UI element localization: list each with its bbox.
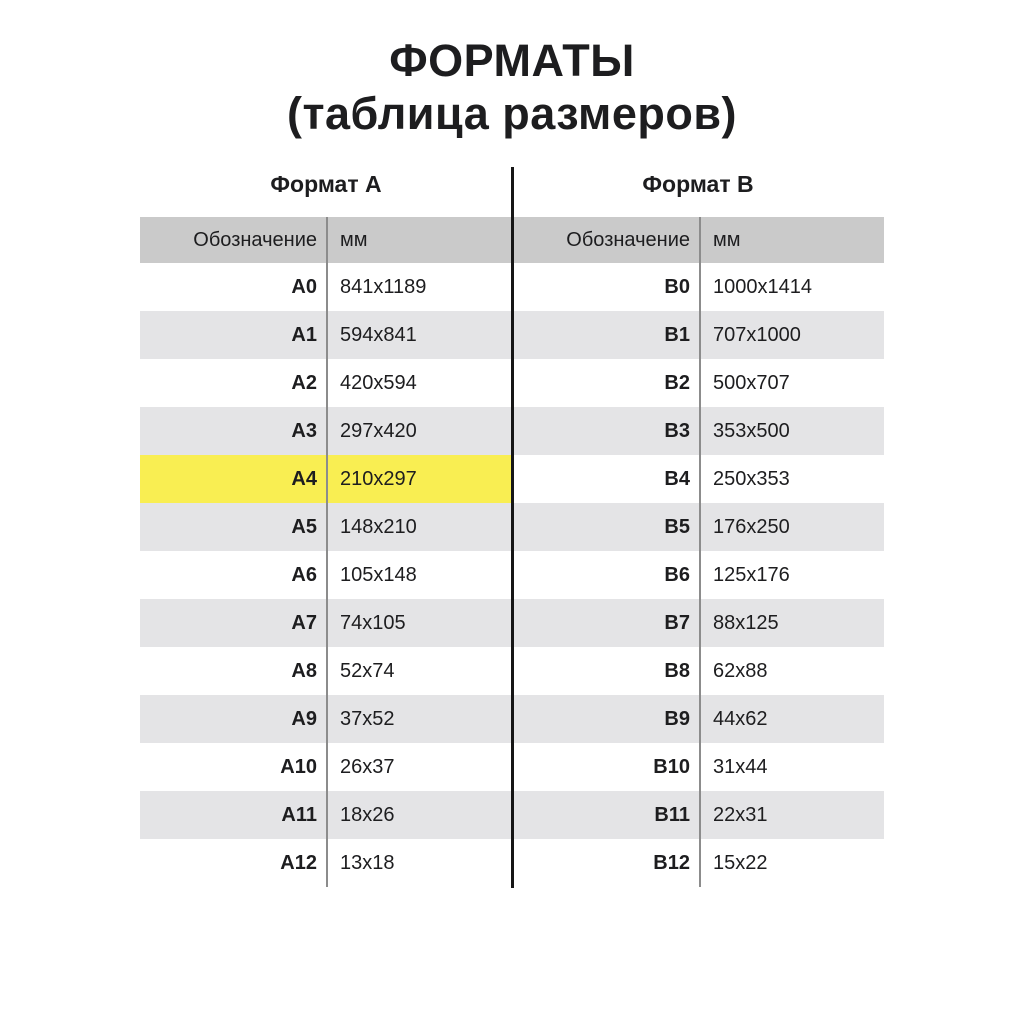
format-b-designation-cell: B0	[664, 275, 690, 298]
format-b-size-cell: 22x31	[713, 803, 768, 826]
format-b-size-cell: 125x176	[713, 563, 790, 586]
format-b-size-cell: 176x250	[713, 515, 790, 538]
format-a-designation-cell: A2	[291, 371, 317, 394]
format-a-size-cell: 594x841	[340, 323, 417, 346]
format-a-designation-cell: A7	[291, 611, 317, 634]
page-subtitle: (таблица размеров)	[287, 88, 737, 139]
format-b-size-cell: 353x500	[713, 419, 790, 442]
format-a-size-cell: 210x297	[327, 455, 512, 503]
format-a-size-cell: 13x18	[340, 851, 395, 874]
format-a-column-divider-line	[326, 217, 328, 887]
format-a-size-cell: 26x37	[340, 755, 395, 778]
format-b-designation-cell: B10	[653, 755, 690, 778]
format-a-size-cell: 420x594	[340, 371, 417, 394]
format-b-size-cell: 62x88	[713, 659, 768, 682]
format-b-designation-cell: B8	[664, 659, 690, 682]
column-header-designation-b: Обозначение	[566, 228, 690, 251]
format-a-size-cell: 105x148	[340, 563, 417, 586]
format-b-size-cell: 707x1000	[713, 323, 801, 346]
format-b-designation-cell: B6	[664, 563, 690, 586]
format-a-designation-cell: A11	[281, 803, 317, 826]
format-b-designation-cell: B11	[654, 803, 690, 826]
format-a-designation-cell: A0	[291, 275, 317, 298]
format-a-designation-cell: A8	[291, 659, 317, 682]
format-b-designation-cell: B1	[664, 323, 690, 346]
format-a-designation-cell: A6	[291, 563, 317, 586]
center-divider-line	[511, 167, 514, 888]
format-a-designation-cell: A10	[280, 755, 317, 778]
format-a-size-cell: 18x26	[340, 803, 395, 826]
column-header-mm-a: мм	[340, 228, 368, 251]
format-b-designation-cell: B3	[664, 419, 690, 442]
format-a-size-cell: 74x105	[340, 611, 406, 634]
format-b-column-divider-line	[699, 217, 701, 887]
format-a-designation-cell: A3	[291, 419, 317, 442]
format-b-size-cell: 1000x1414	[713, 275, 812, 298]
format-b-designation-cell: B7	[664, 611, 690, 634]
page-title: ФОРМАТЫ	[389, 35, 635, 86]
format-a-designation-cell: A5	[291, 515, 317, 538]
format-b-designation-cell: B9	[664, 707, 690, 730]
format-a-size-cell: 841x1189	[340, 275, 427, 298]
format-b-size-cell: 500x707	[713, 371, 790, 394]
format-a-designation-cell: A9	[291, 707, 317, 730]
format-a-designation-cell: A4	[140, 455, 327, 503]
format-a-designation-cell: A1	[291, 323, 317, 346]
column-header-mm-b: мм	[713, 228, 741, 251]
column-header-designation-a: Обозначение	[193, 228, 317, 251]
format-b-designation-cell: B4	[664, 467, 690, 490]
format-b-size-cell: 250x353	[713, 467, 790, 490]
format-a-size-cell: 37x52	[340, 707, 395, 730]
format-a-title: Формат А	[270, 171, 382, 197]
format-a-size-cell: 148x210	[340, 515, 417, 538]
format-b-size-cell: 44x62	[713, 707, 768, 730]
page-title-block	[0, 34, 1024, 140]
format-b-size-cell: 15x22	[713, 851, 768, 874]
format-a-designation-cell: A12	[280, 851, 317, 874]
format-b-size-cell: 88x125	[713, 611, 779, 634]
format-b-size-cell: 31x44	[713, 755, 768, 778]
format-b-title: Формат В	[642, 171, 754, 197]
format-b-designation-cell: B5	[664, 515, 690, 538]
format-a-size-cell: 297x420	[340, 419, 417, 442]
format-b-designation-cell: B12	[653, 851, 690, 874]
format-b-designation-cell: B2	[664, 371, 690, 394]
format-a-size-cell: 52x74	[340, 659, 395, 682]
